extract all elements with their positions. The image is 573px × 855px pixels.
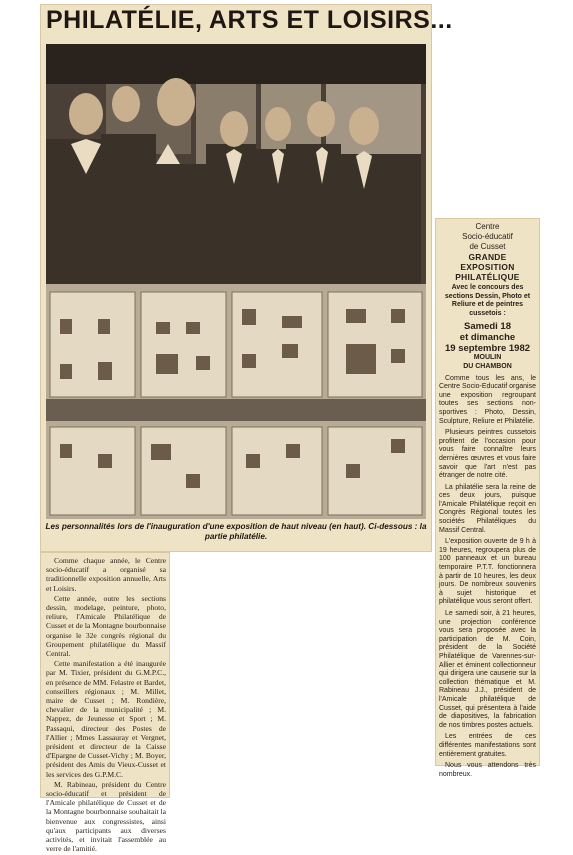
article-paragraph: Cette manifestation a été inaugurée par M. Tixier, président du G.M.P.C., en présence de MM. Felastre et Bardet, conseillers régionaux ; M. Millet, maire de Cusset ; M. Rondière, chevalier de la municipalité ; M. Nappez, de Jeunesse et Sport ; M. Passaqui, directeur des Postes de l'Allier ; Mmes Lassauray et Vergnet, président et directeur de la Caisse d'Epargne de Cusset-Vichy ; M. Boyer, président des Amis du Vieux-Cusset et les services des G.P.M.C. bbox=[46, 659, 166, 779]
org-name bbox=[439, 222, 536, 252]
event-dates bbox=[439, 321, 536, 354]
org-line: Centre bbox=[475, 222, 500, 231]
announcement-paragraph: Plusieurs peintres cussetois profitent de l'occasion pour vous faire connaître leurs dernières œuvres et vous faire savoir que l'art n'est pas étranger de notre cité. bbox=[439, 429, 536, 480]
announcement-paragraph: L'exposition ouverte de 9 h à 19 heures, regroupera plus de 100 panneaux et un bureau temporaire P.T.T. fonctionnera à partir de 10 heures, les deux jours. De nombreux souvenirs à sujet historique et philatélique vous seront offert. bbox=[439, 538, 536, 606]
photo-illustration bbox=[46, 44, 426, 519]
place-line: DU CHAMBON bbox=[463, 362, 512, 370]
date-line: et dimanche bbox=[459, 332, 516, 344]
photo-caption: Les personnalités lors de l'inauguration d'une exposition de haut niveau (en haut). Ci-dessous : la partie philatélie. bbox=[45, 522, 427, 541]
announcement-paragraph: Nous vous attendons très nombreux. bbox=[439, 762, 536, 778]
article-paragraph: Comme chaque année, le Centre socio-éducatif a organisé sa traditionnelle exposition annuelle, Arts et Loisirs. bbox=[46, 556, 166, 593]
newspaper-photo bbox=[46, 44, 426, 519]
title-line: PHILATÉLIQUE bbox=[455, 272, 520, 282]
org-line: de Cusset bbox=[469, 242, 506, 251]
announcement-paragraph: La philatélie sera la reine de ces deux jours, puisque l'Amicale Philatélique reçoit en Congrès Régional toutes les sociétés Philatéliques du Massif Central. bbox=[439, 483, 536, 534]
announcement-subtitle: Avec le concours des sections Dessin, Photo et Reliure et de peintres cussetois : bbox=[444, 284, 531, 317]
article-paragraph: Cette année, outre les sections dessin, modelage, peinture, photo, reliure, l'Amicale Philatélique de Cusset et de la Montagne bourbonnaise organise le 32e congrès régional du Groupement philatélique du Massif Central. bbox=[46, 593, 166, 659]
announcement-title bbox=[439, 252, 536, 282]
event-place bbox=[439, 354, 536, 371]
clipping-article bbox=[40, 552, 170, 854]
announcement bbox=[439, 222, 536, 782]
date-line: 19 septembre 1982 bbox=[444, 343, 531, 355]
article-paragraph: M. Rabineau, président du Centre socio-éducatif et président de l'Amicale philatélique de Cusset et de la Montagne bourbonnaise souhaitait la bienvenue aux congressistes, ainsi qu'aux participants aux diverses activités, et invitait l'assemblée au verre de l'amitié. bbox=[46, 779, 166, 854]
org-line: Socio-éducatif bbox=[462, 232, 513, 241]
headline: PHILATÉLIE, ARTS ET LOISIRS... bbox=[46, 6, 453, 34]
date-line: Samedi 18 bbox=[464, 321, 511, 333]
announcement-paragraph: Comme tous les ans, le Centre Socio-Educatif organise une exposition regroupant toutes ses sections non-sportives : Photo, Dessin, Sculpture, Reliure et Philatélie. bbox=[439, 374, 536, 425]
title-line: EXPOSITION bbox=[460, 262, 515, 272]
announcement-paragraph: Les entrées de ces différentes manifestations sont entièrement gratuites. bbox=[439, 733, 536, 758]
article-body bbox=[46, 556, 166, 855]
clipping-main bbox=[40, 4, 453, 552]
announcement-paragraph: Le samedi soir, à 21 heures, une projection conférence vous sera proposée avec la participation de M. Coin, président de la Société Philatélique de Varennes-sur-Allier et éminent collectionneur qui dirigera une causerie sur la collection thématique et M. Rabineau J.J., président de l'Amicale philatélique de Cusset, qui présentera à l'aide de diapositives, la fabrication de nos timbres postes actuels. bbox=[439, 610, 536, 729]
place-line: MOULIN bbox=[473, 354, 502, 362]
clipping-announcement bbox=[435, 218, 540, 778]
title-line: GRANDE bbox=[468, 252, 507, 262]
